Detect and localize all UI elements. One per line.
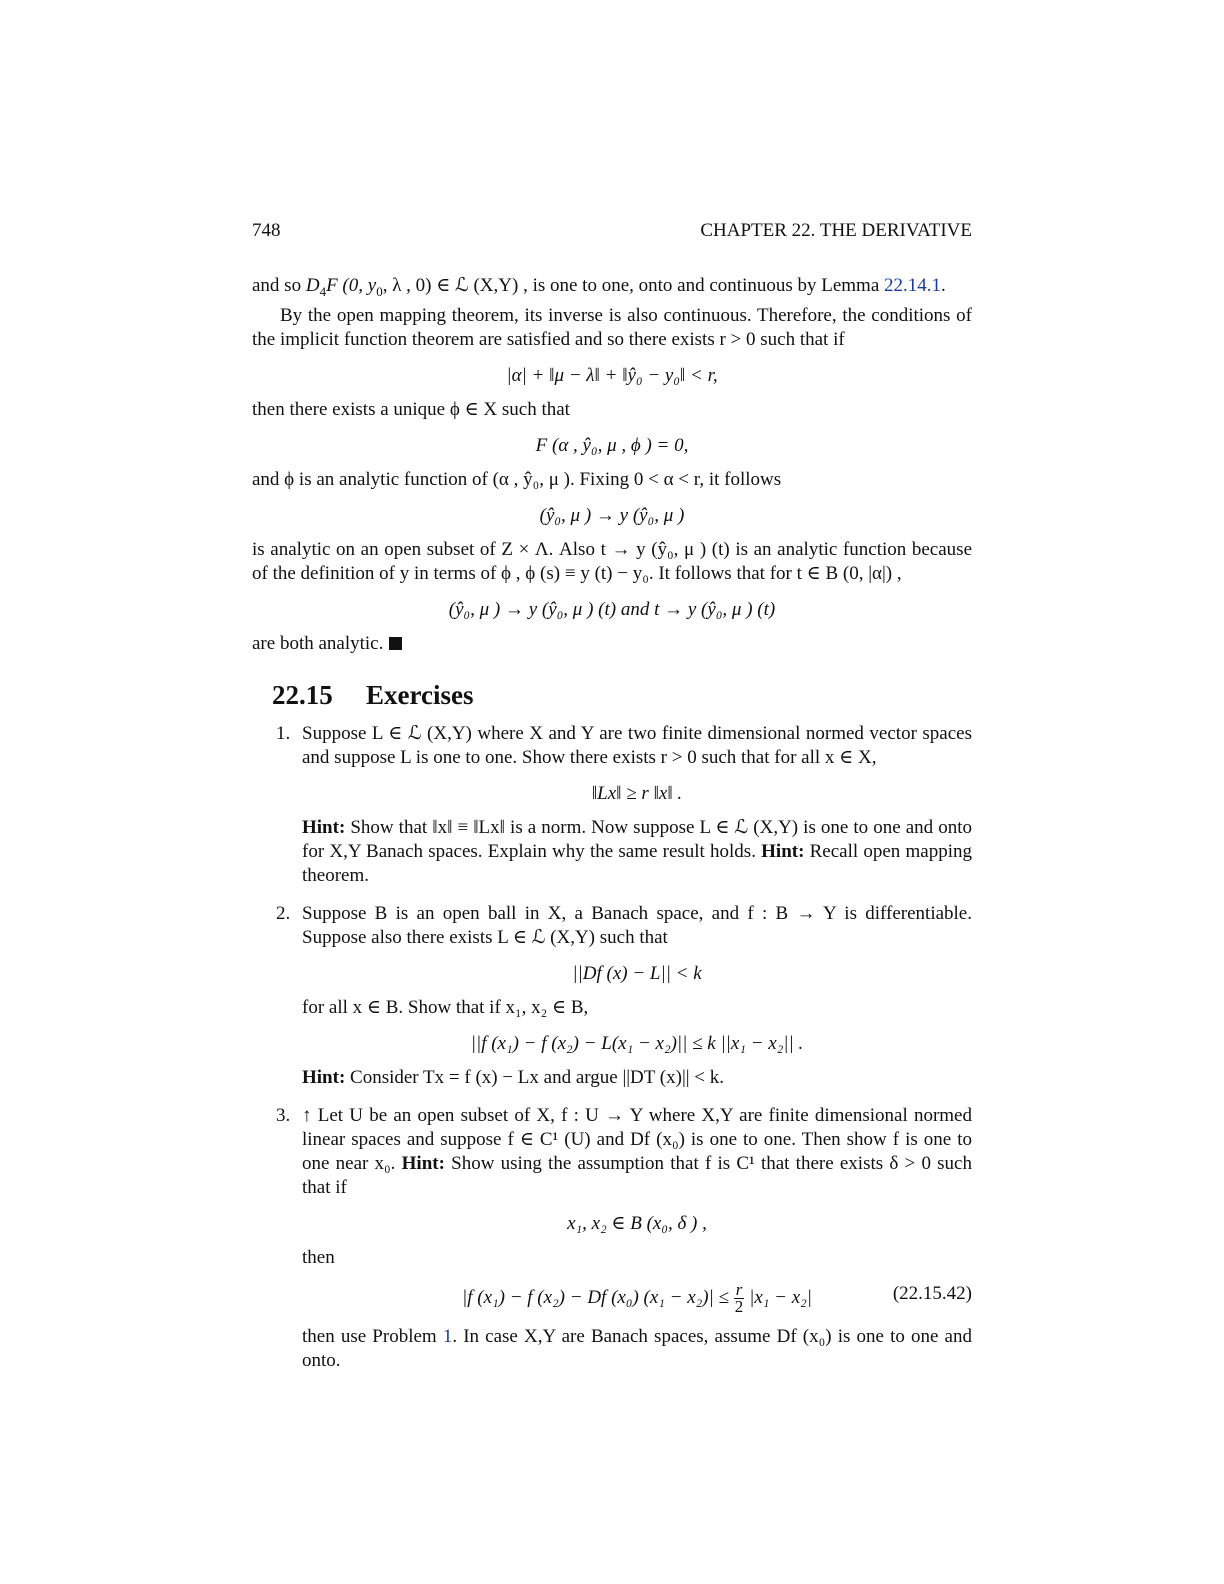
text-fragment: then use Problem — [302, 1325, 443, 1347]
equation-text: ||f (x₁) − f (x₂) − L(x₁ − x₂)|| ≤ k ||x₁ − x₂|| . — [470, 1032, 804, 1054]
hint-label: Hint: — [761, 840, 805, 862]
fraction-numerator: r — [735, 1279, 743, 1299]
equation-text: ||Df (x) − L|| < k — [572, 962, 702, 984]
text-fragment: and so — [252, 275, 306, 296]
page-number: 748 — [252, 220, 281, 241]
exercise-1 — [252, 722, 972, 888]
equation-text: F (α , ŷ₀, μ , ϕ ) = 0, — [535, 434, 689, 456]
hint-label: Hint: — [302, 1066, 346, 1088]
proof-text-5 — [252, 632, 972, 656]
problem-link[interactable]: 1 — [442, 1325, 453, 1347]
exercise-text: Suppose L ∈ ℒ (X,Y) where X and Y are two finite dimensional normed vector spaces and suppose L is one to one. Show there exists r > 0 such that for all x ∈ X, — [302, 722, 972, 768]
exercise-then: then — [302, 1246, 335, 1268]
text-fragment: . In case X,Y are Banach spaces, assume Df (x₀) is one to one and onto. — [302, 1325, 972, 1371]
text-fragment: . — [941, 275, 946, 296]
section-number: 22.15 — [272, 679, 333, 710]
equation-1 — [252, 364, 972, 388]
fraction — [734, 1279, 745, 1316]
equation-text: |x₁ − x₂| — [744, 1286, 812, 1308]
hint-text: Recall open mapping theorem. — [302, 840, 972, 886]
exercise-number: 3. — [276, 1104, 291, 1126]
equation-text: x₁, x₂ ∈ B (x₀, δ ) , — [567, 1212, 707, 1234]
fraction-denominator: 2 — [734, 1296, 744, 1316]
lemma-link[interactable]: 22.14.1 — [884, 275, 942, 296]
hint-text: Consider Tx = f (x) − Lx and argue ||DT (x)|| < k. — [345, 1066, 725, 1088]
page-body — [252, 274, 972, 1387]
hint-label: Hint: — [401, 1152, 445, 1174]
exercise-3 — [252, 1104, 972, 1373]
page-header — [252, 220, 972, 250]
hint-text: Show that ‖x‖ ≡ ‖Lx‖ is a norm. Now suppose L ∈ ℒ (X,Y) is one to one and onto for X,Y Banach spaces. Explain why the same result holds. — [302, 816, 972, 862]
exercise-equation-2 — [302, 1032, 972, 1056]
exercise-text — [302, 1104, 972, 1200]
proof-text-3: and ϕ is an analytic function of (α , ŷ₀, μ ). Fixing 0 < α < r, it follows — [252, 468, 782, 490]
exercise-list — [252, 722, 972, 1373]
equation-4 — [252, 598, 972, 622]
exercise-number: 2. — [276, 902, 291, 924]
equation-2 — [252, 434, 972, 458]
proof-text-2: then there exists a unique ϕ ∈ X such that — [252, 398, 570, 420]
exercise-2 — [252, 902, 972, 1090]
text-fragment: , λ , 0) ∈ ℒ (X,Y) , is one to one, onto and continuous by Lemma — [382, 275, 885, 296]
proof-line-1: and so $D_4F$ (0, $y_0$, λ , 0) ∈ ℒ (X,Y) , is one to one, onto and continuous by Lemma 22.14.1. — [252, 275, 946, 299]
math-fragment: F (0, y — [326, 275, 377, 296]
exercise-equation — [302, 962, 972, 986]
proof-paragraph-2: By the open mapping theorem, its inverse is also continuous. Therefore, the conditions of the implicit function theorem are satisfied and so there exists r > 0 such that if — [252, 304, 972, 350]
exercise-hint — [302, 1066, 972, 1090]
text-fragment: are both analytic. — [252, 632, 384, 654]
exercise-text-2: for all x ∈ B. Show that if x₁, x₂ ∈ B, — [302, 996, 589, 1018]
equation-3 — [252, 504, 972, 528]
equation-number: (22.15.42) — [892, 1282, 972, 1304]
equation-text: (ŷ₀, μ ) → y (ŷ₀, μ ) — [539, 504, 685, 526]
text-fragment: Show using the assumption that f is C¹ that there exists δ > 0 such that if — [302, 1152, 972, 1198]
section-title: Exercises — [366, 679, 474, 710]
section-heading — [272, 678, 972, 712]
hint-label: Hint: — [302, 816, 346, 838]
equation-text: ‖Lx‖ ≥ r ‖x‖ . — [591, 782, 683, 804]
exercise-text: Suppose B is an open ball in X, a Banach space, and f : B → Y is differentiable. Suppose also there exists L ∈ ℒ (X,Y) such that — [302, 902, 972, 948]
exercise-text-end — [302, 1325, 972, 1373]
qed-square-icon — [389, 637, 402, 650]
equation-text: (ŷ₀, μ ) → y (ŷ₀, μ ) (t) and t → y (ŷ₀, μ ) (t) — [448, 598, 776, 620]
equation-text: |α| + ‖μ − λ‖ + ‖ŷ₀ − y₀‖ < r, — [506, 364, 718, 386]
numbered-equation — [302, 1279, 972, 1316]
text-fragment: ↑ Let U be an open subset of X, f : U → Y where X,Y are finite dimensional normed linear spaces and suppose f ∈ C¹ (U) and Df (x₀) is one to one. Then show f is one to one near x₀. — [302, 1104, 972, 1174]
math-fragment: D — [305, 275, 320, 296]
equation-text: |f (x₁) − f (x₂) − Df (x₀) (x₁ − x₂)| ≤ — [462, 1286, 734, 1308]
exercise-equation — [302, 1212, 972, 1236]
exercise-number: 1. — [276, 722, 291, 744]
exercise-hint — [302, 816, 972, 888]
proof-text-4: is analytic on an open subset of Z × Λ. Also t → y (ŷ₀, μ ) (t) is an analytic function because of the definition of y in terms of ϕ , ϕ (s) ≡ y (t) − y₀. It follows that for t ∈ B (0, |α|) , — [252, 538, 972, 584]
running-head: CHAPTER 22. THE DERIVATIVE — [700, 220, 972, 241]
exercise-equation — [302, 782, 972, 806]
